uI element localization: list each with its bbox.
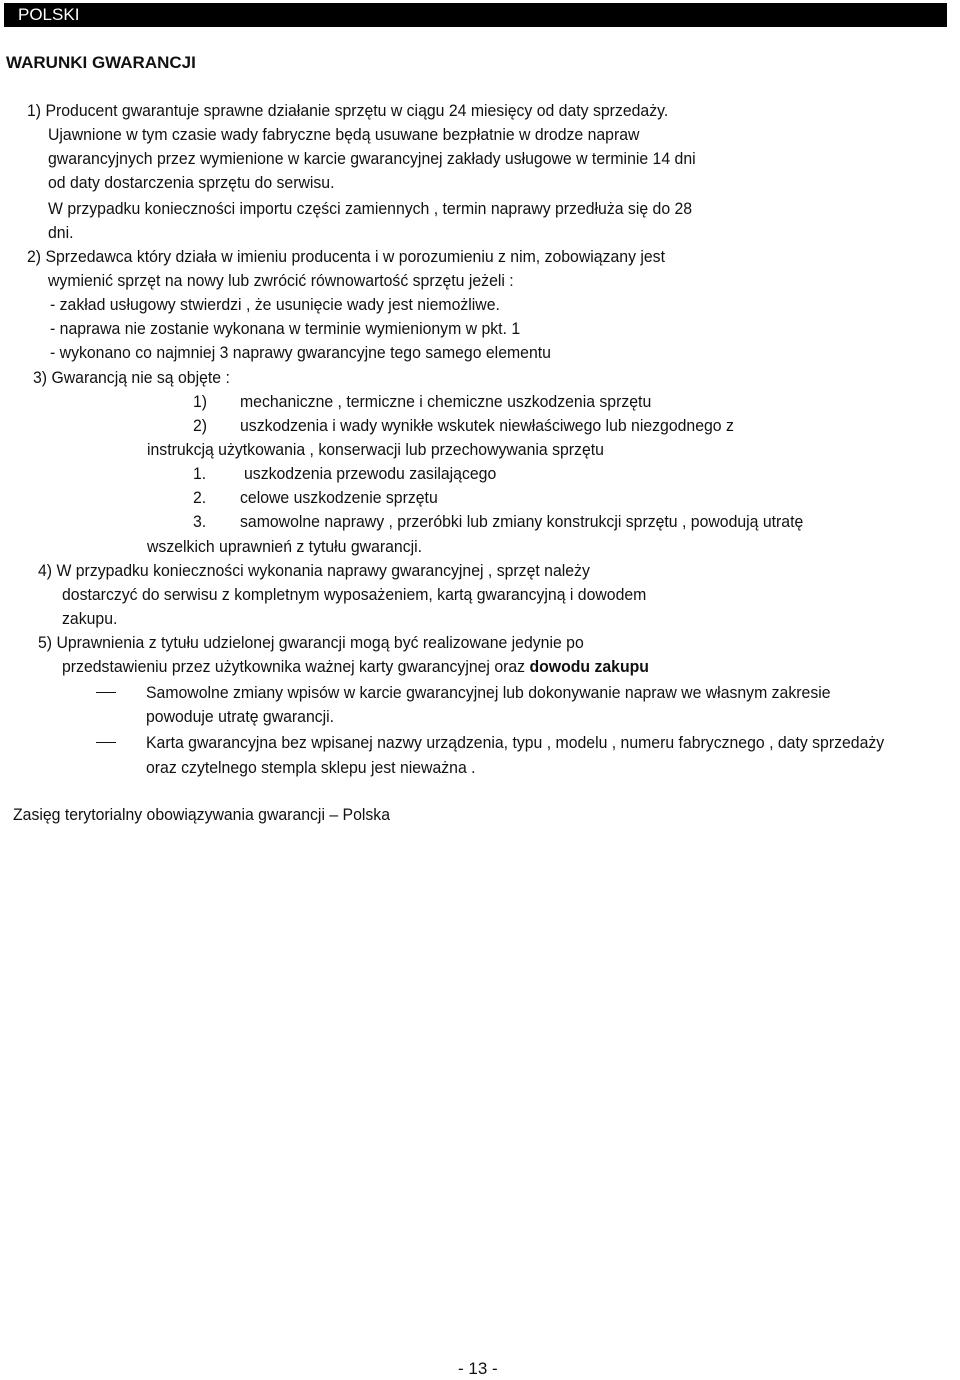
exclusion-marker: 2. <box>193 488 207 507</box>
section5-dash2-line1: Karta gwarancyjna bez wpisanej nazwy urządzenia, typu , modelu , numeru fabrycznego , daty sprzedaży <box>146 733 885 752</box>
exclusion-marker: 2) <box>193 416 208 435</box>
exclusion-item-continuation: instrukcją użytkowania , konserwacji lub przechowywania sprzętu <box>147 440 604 459</box>
exclusion-item: uszkodzenia przewodu zasilającego <box>244 464 497 483</box>
proof-of-purchase-emphasis: dowodu zakupu <box>529 657 649 676</box>
section1-line5: W przypadku konieczności importu części zamiennych , termin naprawy przedłuża się do 28 <box>48 199 693 218</box>
exclusion-item: mechaniczne , termiczne i chemiczne uszkodzenia sprzętu <box>240 392 652 411</box>
dash-bullet <box>96 742 116 743</box>
section5-line1: 5) Uprawnienia z tytułu udzielonej gwarancji mogą być realizowane jedynie po <box>38 633 584 652</box>
section1-line3: gwarancyjnych przez wymienione w karcie gwarancyjnej zakłady usługowe w terminie 14 dni <box>48 149 696 168</box>
section2-line1: 2) Sprzedawca który działa w imieniu producenta i w porozumieniu z nim, zobowiązany jest <box>27 247 665 266</box>
exclusion-item: samowolne naprawy , przeróbki lub zmiany konstrukcji sprzętu , powodują utratę <box>240 512 804 531</box>
exclusion-item-continuation: wszelkich uprawnień z tytułu gwarancji. <box>147 537 423 556</box>
language-label: POLSKI <box>18 5 80 24</box>
exclusion-item: celowe uszkodzenie sprzętu <box>240 488 438 507</box>
exclusion-item: uszkodzenia i wady wynikłe wskutek niewłaściwego lub niezgodnego z <box>240 416 734 435</box>
section5-dash1-line1: Samowolne zmiany wpisów w karcie gwarancyjnej lub dokonywanie napraw we własnym zakresie <box>146 683 831 702</box>
section2-bullet3: - wykonano co najmniej 3 naprawy gwarancyjne tego samego elementu <box>50 343 551 362</box>
exclusion-marker: 1. <box>193 464 207 483</box>
section4-line1: 4) W przypadku konieczności wykonania naprawy gwarancyjnej , sprzęt należy <box>38 561 590 580</box>
language-header-bar <box>4 3 947 27</box>
section1-line2: Ujawnione w tym czasie wady fabryczne będą usuwane bezpłatnie w drodze napraw <box>48 125 640 144</box>
section4-line2: dostarczyć do serwisu z kompletnym wyposażeniem, kartą gwarancyjną i dowodem <box>62 585 647 604</box>
section1-line6: dni. <box>48 223 74 242</box>
section1-line4: od daty dostarczenia sprzętu do serwisu. <box>48 173 335 192</box>
exclusion-marker: 1) <box>193 392 208 411</box>
section3-heading: 3) Gwarancją nie są objęte : <box>33 368 230 387</box>
territorial-scope: Zasięg terytorialny obowiązywania gwarancji – Polska <box>13 805 390 824</box>
section5-dash1-line2: powoduje utratę gwarancji. <box>146 707 335 726</box>
section2-line2: wymienić sprzęt na nowy lub zwrócić równowartość sprzętu jeżeli : <box>48 271 514 290</box>
section2-bullet1: - zakład usługowy stwierdzi , że usunięcie wady jest niemożliwe. <box>50 295 500 314</box>
section5-line2-text: przedstawieniu przez użytkownika ważnej karty gwarancyjnej oraz <box>62 657 530 676</box>
page-number: - 13 - <box>458 1359 498 1378</box>
exclusion-marker: 3. <box>193 512 207 531</box>
dash-bullet <box>96 692 116 693</box>
page-title: WARUNKI GWARANCJI <box>6 53 196 72</box>
section4-line3: zakupu. <box>62 609 118 628</box>
section2-bullet2: - naprawa nie zostanie wykonana w terminie wymienionym w pkt. 1 <box>50 319 521 338</box>
section5-line2 <box>62 656 649 678</box>
section5-dash2-line2: oraz czytelnego stempla sklepu jest nieważna . <box>146 758 476 777</box>
section1-line1: 1) Producent gwarantuje sprawne działanie sprzętu w ciągu 24 miesięcy od daty sprzedaży. <box>27 101 669 120</box>
